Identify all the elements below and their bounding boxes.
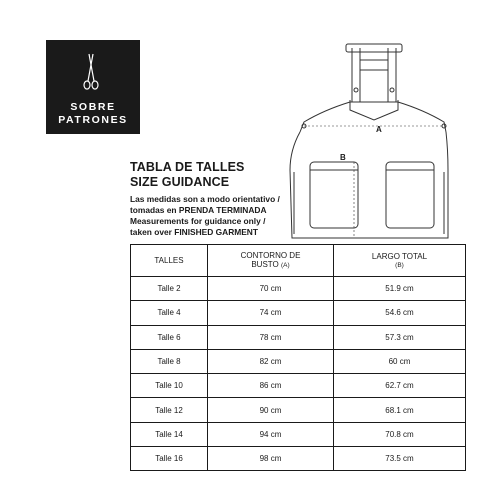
header-bust: CONTORNO DE BUSTO (A) xyxy=(208,245,334,277)
length-cell: 57.3 cm xyxy=(334,325,466,349)
table-row xyxy=(131,422,466,446)
note-english-line-2: taken over FINISHED GARMENT xyxy=(130,227,258,237)
bust-cell: 86 cm xyxy=(208,374,334,398)
table-row xyxy=(131,277,466,301)
note-spanish-line-2: tomadas en PRENDA TERMINADA xyxy=(130,205,267,215)
length-cell: 62.7 cm xyxy=(334,374,466,398)
bust-cell: 70 cm xyxy=(208,277,334,301)
note-english-line-1: Measurements for guidance only / xyxy=(130,216,266,226)
size-table xyxy=(130,244,466,471)
table-row xyxy=(131,325,466,349)
bust-cell: 90 cm xyxy=(208,398,334,422)
header-size: TALLES xyxy=(131,245,208,277)
table-row xyxy=(131,398,466,422)
table-header-row xyxy=(131,245,466,277)
size-cell: Talle 6 xyxy=(131,325,208,349)
table-row xyxy=(131,349,466,373)
size-cell: Talle 8 xyxy=(131,349,208,373)
bust-cell: 98 cm xyxy=(208,447,334,471)
title-spanish: TABLA DE TALLES xyxy=(130,160,245,174)
brand-logo xyxy=(46,40,140,134)
length-cell: 54.6 cm xyxy=(334,301,466,325)
title-english: SIZE GUIDANCE xyxy=(130,175,230,189)
diagram-label-b: B xyxy=(340,153,346,162)
size-cell: Talle 14 xyxy=(131,422,208,446)
table-row xyxy=(131,374,466,398)
length-cell: 60 cm xyxy=(334,349,466,373)
header-length: LARGO TOTAL (B) xyxy=(334,245,466,277)
brand-name-line-2: PATRONES xyxy=(58,114,128,126)
size-cell: Talle 12 xyxy=(131,398,208,422)
diagram-label-a: A xyxy=(376,125,382,134)
bust-cell: 82 cm xyxy=(208,349,334,373)
table-row xyxy=(131,447,466,471)
bust-cell: 78 cm xyxy=(208,325,334,349)
note-spanish-line-1: Las medidas son a modo orientativo / xyxy=(130,194,280,204)
size-cell: Talle 2 xyxy=(131,277,208,301)
length-cell: 70.8 cm xyxy=(334,422,466,446)
length-cell: 68.1 cm xyxy=(334,398,466,422)
brand-name-line-1: SOBRE xyxy=(70,101,116,113)
bust-cell: 94 cm xyxy=(208,422,334,446)
size-cell: Talle 16 xyxy=(131,447,208,471)
size-guide-heading xyxy=(130,160,330,238)
length-cell: 51.9 cm xyxy=(334,277,466,301)
size-cell: Talle 10 xyxy=(131,374,208,398)
length-cell: 73.5 cm xyxy=(334,447,466,471)
size-cell: Talle 4 xyxy=(131,301,208,325)
table-row xyxy=(131,301,466,325)
bust-cell: 74 cm xyxy=(208,301,334,325)
